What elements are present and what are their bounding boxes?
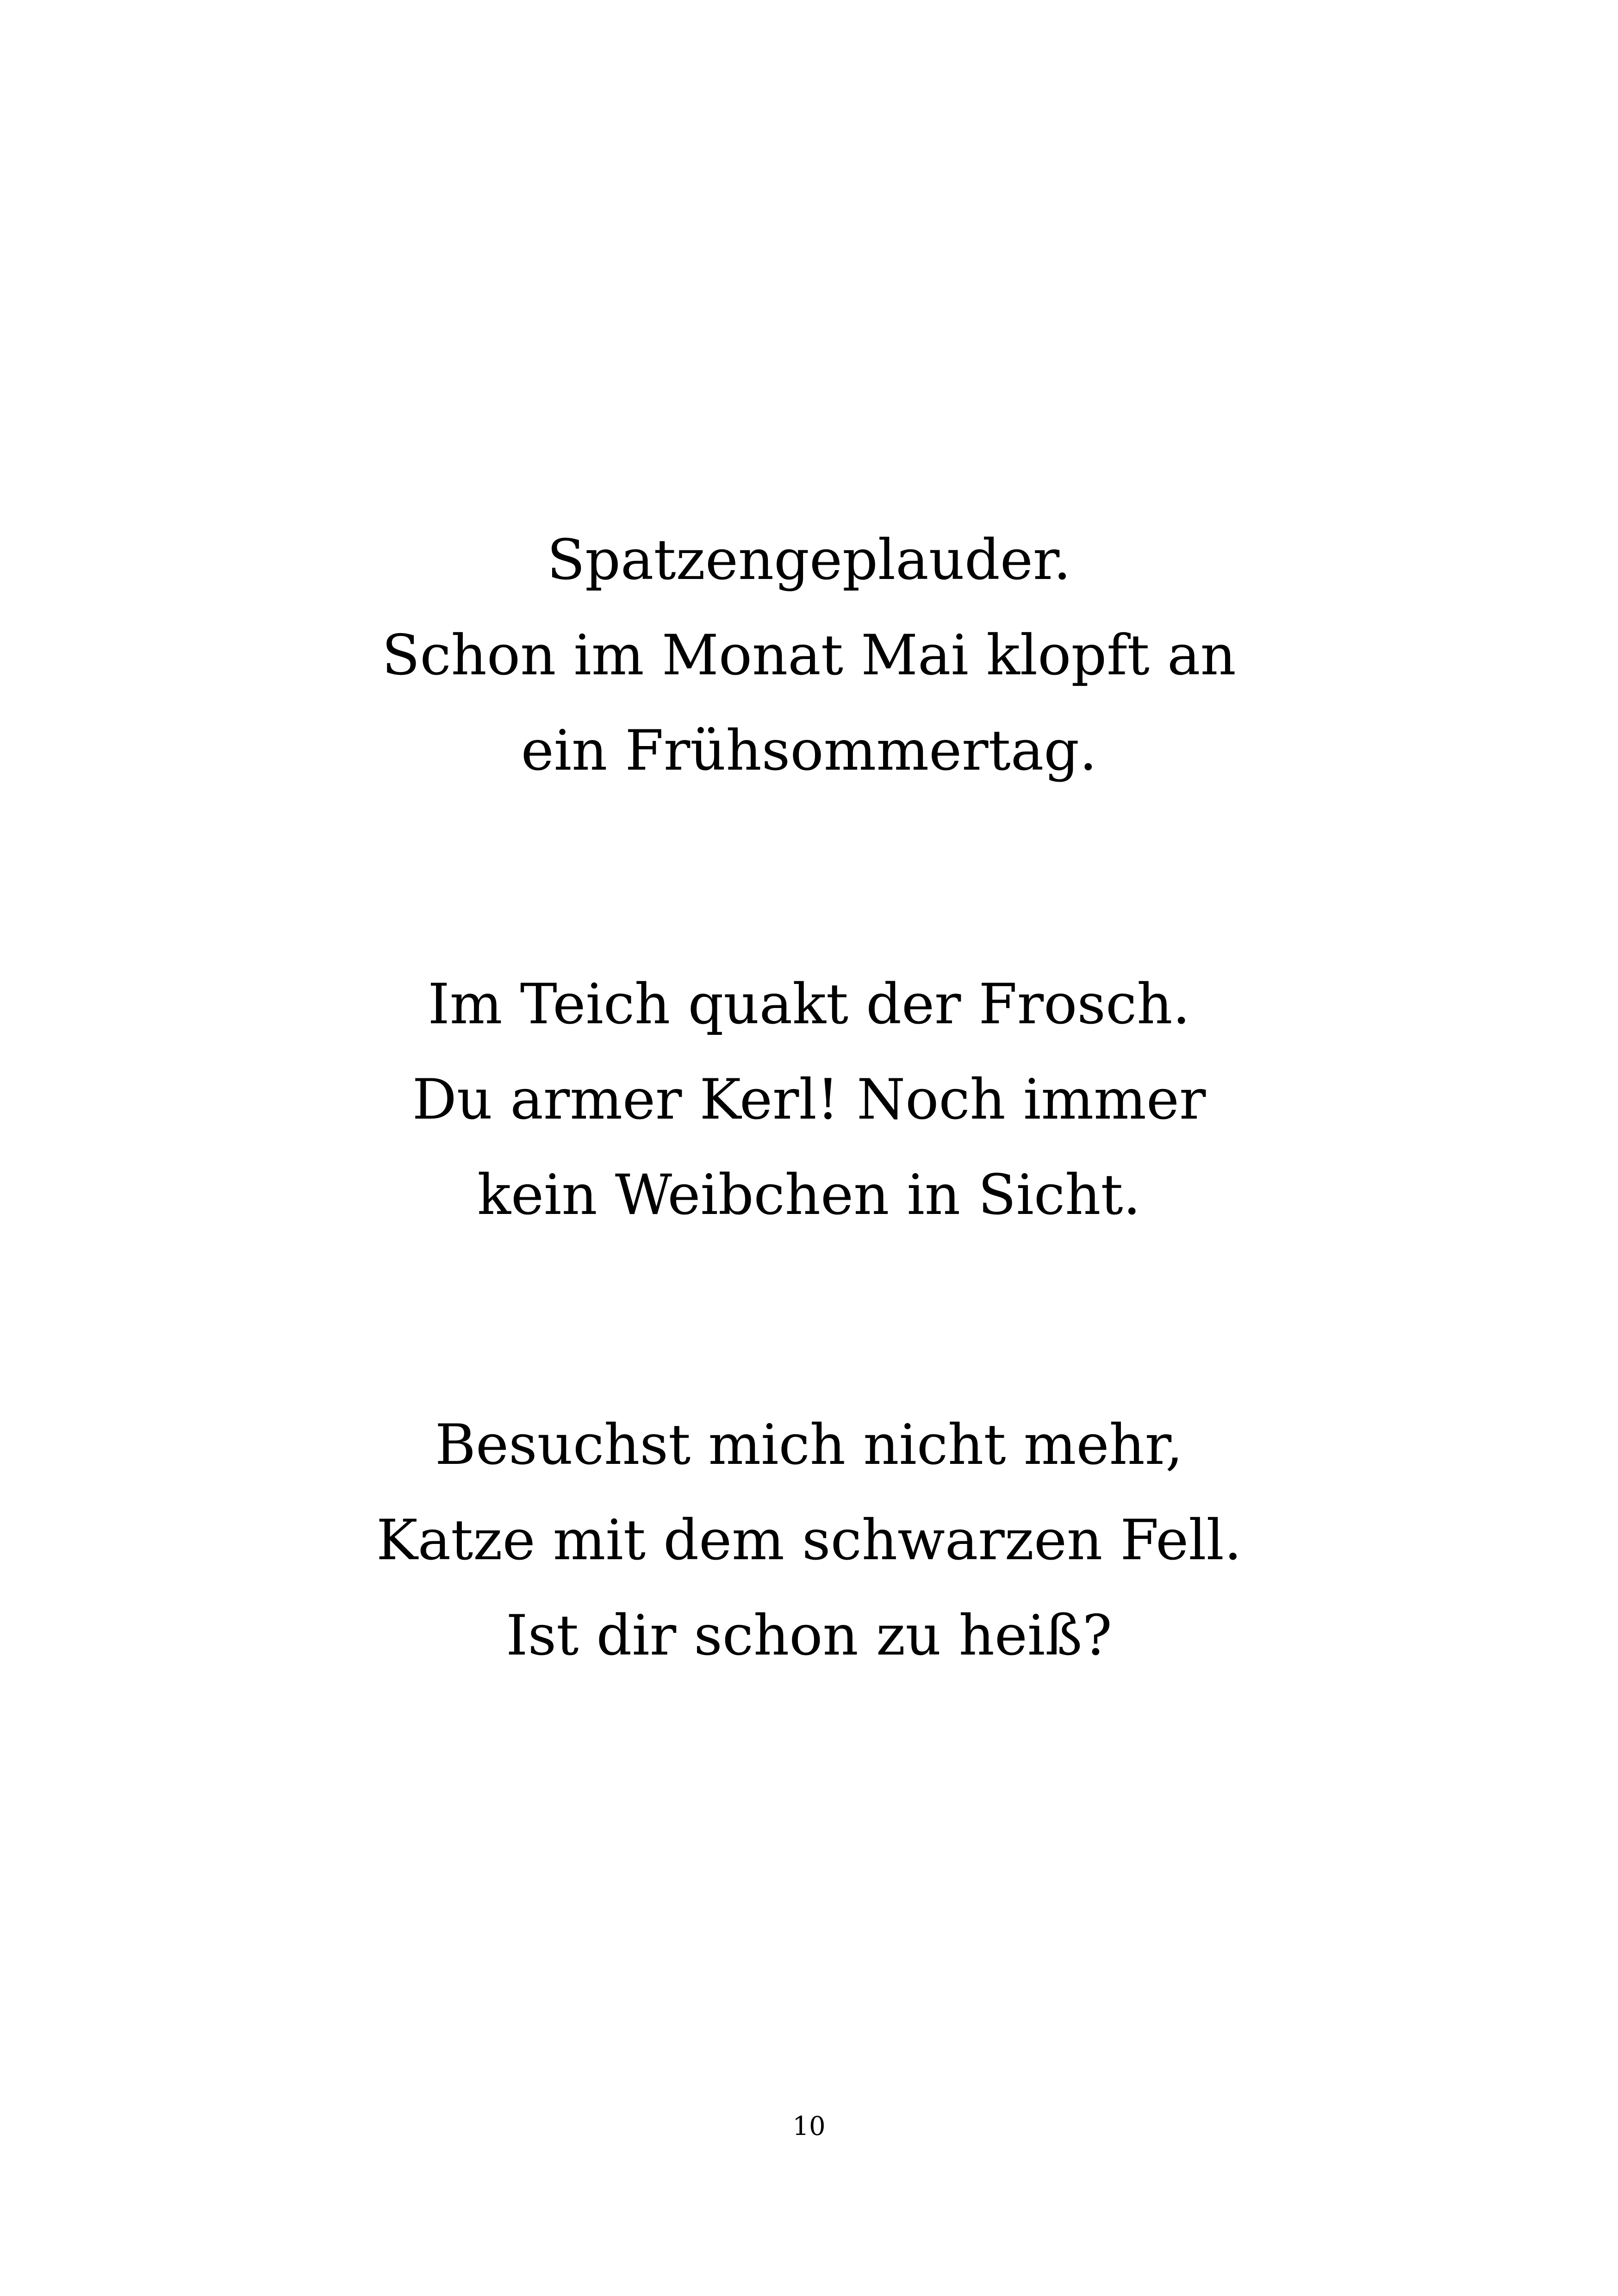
- haiku-line: Spatzengeplauder.: [547, 528, 1071, 592]
- haiku-line: kein Weibchen in Sicht.: [477, 1163, 1141, 1227]
- haiku-line: Katze mit dem schwarzen Fell.: [376, 1508, 1242, 1573]
- haiku-line: Ist dir schon zu heiß?: [506, 1604, 1112, 1668]
- haiku-3: [0, 1398, 1618, 1684]
- haiku-line: Im Teich quakt der Frosch.: [428, 972, 1190, 1037]
- haiku-line: Besuchst mich nicht mehr,: [435, 1413, 1183, 1477]
- haiku-1: [0, 513, 1618, 799]
- haiku-2: [0, 957, 1618, 1243]
- haiku-line: Schon im Monat Mai klopft an: [382, 623, 1236, 688]
- haiku-line: Du armer Kerl! Noch immer: [412, 1068, 1206, 1132]
- haiku-line: ein Frühsommertag.: [521, 719, 1097, 783]
- page-number: 10: [792, 2111, 826, 2141]
